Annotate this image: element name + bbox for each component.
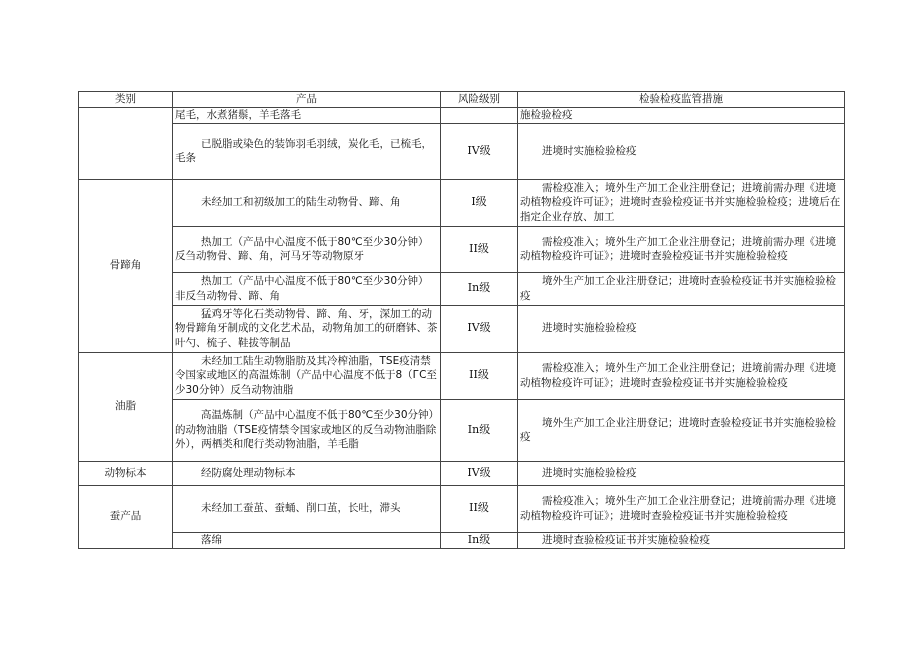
- table-row: [79, 305, 845, 352]
- risk-level-cell: In级: [441, 399, 518, 461]
- category-cell-empty: [79, 108, 173, 180]
- category-cell: 蚕产品: [79, 485, 173, 548]
- product-cell: 未经加工蚕茧、蚕蛹、削口茧，长吐，滞头: [173, 485, 441, 532]
- header-product: 产品: [173, 92, 441, 108]
- table-row: [79, 485, 845, 532]
- header-measures: 检验检疫监管措施: [518, 92, 845, 108]
- measure-cell: 需检疫准入；境外生产加工企业注册登记；进境前需办理《进境动植物检疫许可证》；进境时查验检疫证书并实施检验检疫: [518, 226, 845, 272]
- measure-cell: 境外生产加工企业注册登记；进境时查验检疫证书并实施检验检疫: [518, 272, 845, 305]
- risk-level-cell: IV级: [441, 305, 518, 352]
- measure-cell: 进境时实施检验检疫: [518, 305, 845, 352]
- risk-level-cell: In级: [441, 532, 518, 548]
- table-row: [79, 461, 845, 485]
- header-risk-level: 风险级别: [441, 92, 518, 108]
- header-category: 类别: [79, 92, 173, 108]
- measure-cell: 进境时实施检验检疫: [518, 123, 845, 179]
- product-cell: 已脱脂或染色的装饰羽毛羽绒，炭化毛，已梳毛，毛条: [173, 123, 441, 179]
- category-cell: 油脂: [79, 352, 173, 461]
- table-header-row: [79, 92, 845, 108]
- product-cell: 热加工（产品中心温度不低于80℃至少30分钟）非反刍动物骨、蹄、角: [173, 272, 441, 305]
- table-row: [79, 272, 845, 305]
- table-row: [79, 226, 845, 272]
- product-cell: 高温炼制（产品中心温度不低于80℃至少30分钟）的动物油脂（TSE疫情禁令国家或地区的反刍动物油脂除外），两栖类和爬行类动物油脂，羊毛脂: [173, 399, 441, 461]
- risk-level-cell: In级: [441, 272, 518, 305]
- product-cell: 未经加工和初级加工的陆生动物骨、蹄、角: [173, 179, 441, 226]
- table-row: [79, 123, 845, 179]
- measure-cell: 需检疫准入；境外生产加工企业注册登记；进境前需办理《进境动植物检疫许可证》；进境时查验检疫证书并实施检验检疫；进境后在指定企业存放、加工: [518, 179, 845, 226]
- risk-level-cell: II级: [441, 485, 518, 532]
- measure-cell: 进境时实施检验检疫: [518, 461, 845, 485]
- product-cell: 猛鸡牙等化石类动物骨、蹄、角、牙，深加工的动物骨蹄角牙制成的文化艺术品，动物角加工的研磨钵、茶叶勺、梳子、鞋拔等制品: [173, 305, 441, 352]
- category-cell: 动物标本: [79, 461, 173, 485]
- product-cell: 热加工（产品中心温度不低于80℃至少30分钟）反刍动物骨、蹄、角，河马牙等动物原牙: [173, 226, 441, 272]
- risk-level-cell: IV级: [441, 123, 518, 179]
- risk-level-cell: [441, 108, 518, 124]
- measure-cell: 需检疫准入；境外生产加工企业注册登记；进境前需办理《进境动植物检疫许可证》；进境时查验检疫证书并实施检验检疫: [518, 485, 845, 532]
- product-cell: 未经加工陆生动物脂肪及其冷榨油脂，TSE疫清禁令国家或地区的高温炼制（产品中心温度不低于8（ГC至少30分钟）反刍动物油脂: [173, 352, 441, 399]
- risk-level-cell: IV级: [441, 461, 518, 485]
- table-row: [79, 352, 845, 399]
- product-cell: 经防腐处理动物标本: [173, 461, 441, 485]
- risk-level-cell: II级: [441, 226, 518, 272]
- measure-cell: 施检验检疫: [518, 108, 845, 124]
- risk-level-table: [78, 91, 845, 549]
- table-row: [79, 399, 845, 461]
- measure-cell: 需检疫准入；境外生产加工企业注册登记；进境前需办理《进境动植物检疫许可证》；进境时查验检疫证书并实施检验检疫: [518, 352, 845, 399]
- product-cell: 尾毛，水煮猪鬃，羊毛落毛: [173, 108, 441, 124]
- table-row: [79, 532, 845, 548]
- product-cell: 落绵: [173, 532, 441, 548]
- category-cell: 骨蹄角: [79, 179, 173, 352]
- table-row: [79, 179, 845, 226]
- table-row: [79, 108, 845, 124]
- measure-cell: 境外生产加工企业注册登记；进境时查验检疫证书并实施检验检疫: [518, 399, 845, 461]
- measure-cell: 进境时查验检疫证书并实施检验检疫: [518, 532, 845, 548]
- risk-level-cell: II级: [441, 352, 518, 399]
- risk-level-cell: I级: [441, 179, 518, 226]
